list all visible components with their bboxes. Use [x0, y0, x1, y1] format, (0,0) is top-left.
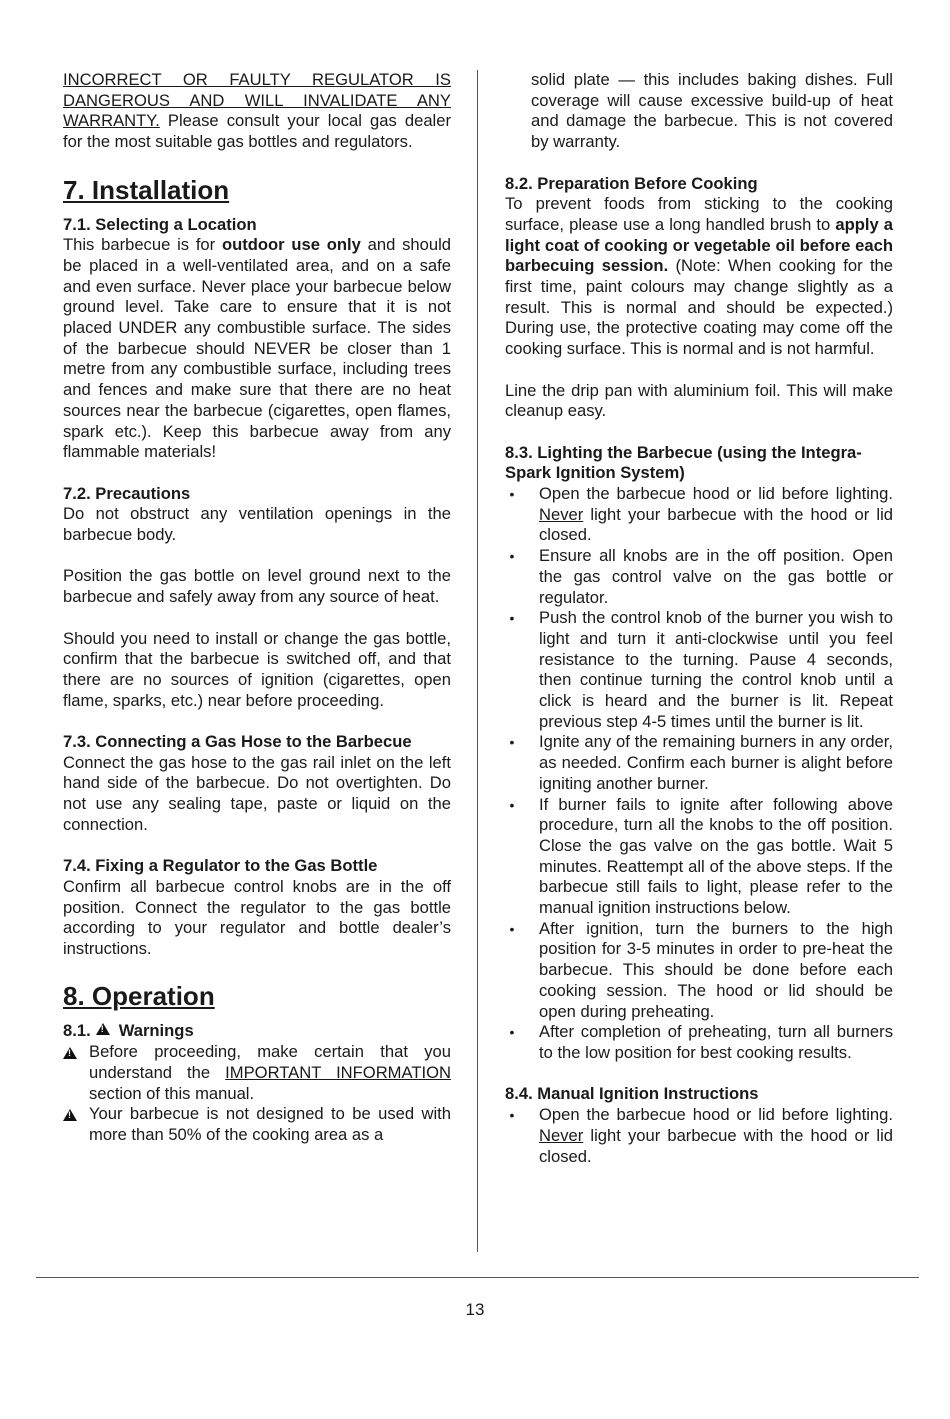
section-7-title: 7. Installation — [63, 174, 230, 205]
list-item: • Ignite any of the remaining burners in any order, as needed. Confirm each burner is alight before igniting another burner. — [505, 732, 893, 794]
warning-item: ! Before proceeding, make certain that you understand the IMPORTANT INFORMATION section of this manual. — [63, 1042, 451, 1104]
section-7-2-text-2: Position the gas bottle on level ground next to the barbecue and safely away from any source of heat. — [63, 566, 451, 607]
section-8-2-text-1: To prevent foods from sticking to the cooking surface, please use a long handled brush to apply a light coat of cooking or vegetable oil before each barbecuing session. (Note: When cooking for the first time, paint colours may change slightly as a result. This is normal and should be expected.) During use, the protective coating may come off the cooking surface. This is normal and is not harmful. — [505, 194, 894, 359]
warning-triangle-icon — [63, 1109, 77, 1121]
section-8-1-title: 8.1.! Warnings — [63, 1021, 451, 1042]
section-7-1-text: This barbecue is for outdoor use only and should be placed in a well-ventilated area, and on a safe and even surface. Never place your barbecue below ground level. Take care to ensure that it is not placed UNDER any combustible surface. The sides of the barbecue should NEVER be closer than 1 metre from any combustible surface, including trees and fences and make sure that there are no heat sources near the barbecue (cigarettes, open flames, spark etc.). Keep this barbecue away from any flammable materials! — [63, 235, 451, 462]
section-8-title: 8. Operation — [63, 981, 215, 1012]
manual-ignition-list — [505, 1105, 893, 1167]
page-number: 13 — [465, 1300, 485, 1319]
section-7-4-title: 7.4. Fixing a Regulator to the Gas Bottle — [63, 856, 378, 876]
list-item: • Push the control knob of the burner you wish to light and turn it anti-clockwise until you feel resistance to the turning. Pause 4 seconds, then continue turning the control knob until a click is heard and the burner is lit. Repeat previous step 4-5 times until the burner is lit. — [505, 608, 893, 732]
left-column — [63, 70, 451, 1146]
lighting-steps-list — [505, 484, 893, 1064]
bullet-icon: • — [509, 548, 515, 565]
regulator-warning: INCORRECT OR FAULTY REGULATOR IS DANGEROUS AND WILL INVALIDATE ANY WARRANTY. — [63, 70, 451, 131]
warning-triangle-icon — [63, 1047, 77, 1059]
intro-paragraph: INCORRECT OR FAULTY REGULATOR IS DANGEROUS AND WILL INVALIDATE ANY WARRANTY. Please consult your local gas dealer for the most suitable gas bottles and regulators. — [63, 70, 451, 152]
section-8-3-title: 8.3. Lighting the Barbecue (using the Integra-Spark Ignition System) — [505, 442, 862, 483]
important-information-link[interactable]: IMPORTANT INFORMATION — [225, 1062, 451, 1082]
list-item: • After completion of preheating, turn all burners to the low position for best cooking results. — [505, 1022, 893, 1063]
list-item: • After ignition, turn the burners to the high position for 3-5 minutes in order to pre-heat the barbecue. This should be done before each cooking session. The hood or lid should be open during preheating. — [505, 919, 893, 1023]
section-7-2-text-3: Should you need to install or change the gas bottle, confirm that the barbecue is switched off, and that there are no sources of ignition (cigarettes, open flame, sparks, etc.) near before proceeding. — [63, 628, 451, 710]
section-7-2-text-1: Do not obstruct any ventilation openings in the barbecue body. — [63, 504, 451, 545]
column-divider — [477, 70, 478, 1252]
warning-continuation: solid plate — this includes baking dishes. Full coverage will cause excessive build-up of heat and damage the barbecue. This is not covered by warranty. — [531, 70, 893, 152]
list-item: • Open the barbecue hood or lid before lighting. Never light your barbecue with the hood or lid closed. — [505, 484, 893, 546]
list-item: • If burner fails to ignite after following above procedure, turn all the knobs to the off position. Close the gas valve on the gas bottle. Wait 5 minutes. Reattempt all of the above steps. If the barbecue still fails to light, please refer to the manual ignition instructions below. — [505, 795, 893, 919]
bullet-icon: • — [509, 486, 515, 503]
bullet-icon: • — [509, 1107, 515, 1124]
warning-triangle-icon — [96, 1023, 110, 1035]
section-7-3-title: 7.3. Connecting a Gas Hose to the Barbecue — [63, 732, 412, 752]
bullet-icon: • — [509, 1024, 515, 1041]
bullet-icon: • — [509, 920, 515, 937]
section-7-1-title: 7.1. Selecting a Location — [63, 214, 257, 234]
section-7-3-text: Connect the gas hose to the gas rail inlet on the left hand side of the barbecue. Do not overtighten. Do not use any sealing tape, paste or liquid on the connection. — [63, 752, 451, 834]
section-7-2-title: 7.2. Precautions — [63, 483, 191, 503]
bullet-icon: • — [509, 796, 515, 813]
section-8-2-title: 8.2. Preparation Before Cooking — [505, 173, 758, 193]
footer-divider — [36, 1277, 919, 1278]
warnings-list — [63, 1042, 451, 1146]
list-item: • Open the barbecue hood or lid before lighting. Never light your barbecue with the hood or lid closed. — [505, 1105, 893, 1167]
bullet-icon: • — [509, 610, 515, 627]
list-item: • Ensure all knobs are in the off position. Open the gas control valve on the gas bottle or regulator. — [505, 546, 893, 608]
section-7-4-text: Confirm all barbecue control knobs are in the off position. Connect the regulator to the gas bottle according to your regulator and bottle dealer’s instructions. — [63, 876, 451, 959]
bullet-icon: • — [509, 734, 515, 751]
right-column — [505, 70, 893, 1188]
section-8-2-text-2: Line the drip pan with aluminium foil. This will make cleanup easy. — [505, 380, 893, 421]
warning-item: ! Your barbecue is not designed to be used with more than 50% of the cooking area as a — [63, 1104, 451, 1145]
section-8-4-title: 8.4. Manual Ignition Instructions — [505, 1084, 759, 1104]
